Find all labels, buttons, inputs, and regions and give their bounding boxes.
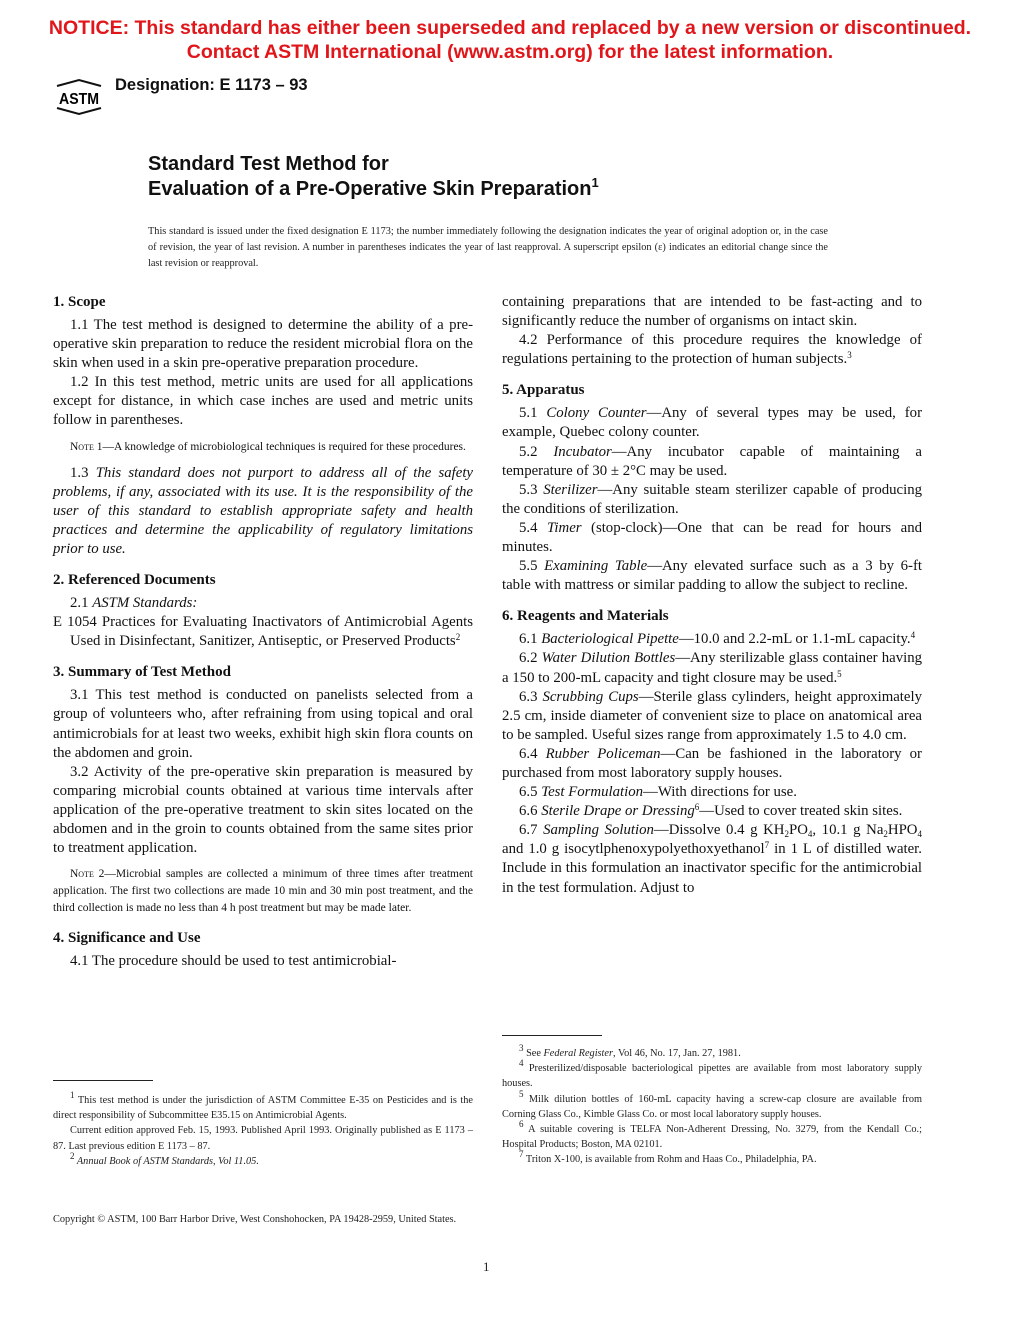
- left-column: [53, 293, 473, 971]
- section-2-heading: 2. Referenced Documents: [53, 572, 216, 589]
- para-6-5: [502, 783, 922, 802]
- section-1-heading: 1. Scope: [53, 294, 106, 310]
- para-5-5: [502, 557, 922, 595]
- para-1-1: 1.1 The test method is designed to determine the ability of a pre-operative skin preparation to reduce the resident microbial flora on the skin when used in a skin pre-operative preparation procedure.: [53, 317, 473, 372]
- para-6-4-num: 6.4: [519, 745, 546, 762]
- para-5-2: [502, 443, 922, 481]
- para-6-7-sub-3: 2: [883, 829, 888, 840]
- notice-line-2: Contact ASTM International (www.astm.org) for the latest information.: [186, 41, 834, 63]
- para-6-7-text-a: —Dissolve 0.4 g KH: [653, 822, 785, 839]
- para-5-3-term: Sterilizer: [543, 481, 598, 498]
- para-5-1-term: Colony Counter: [546, 405, 647, 422]
- para-6-7-term: Sampling Solution: [543, 822, 654, 839]
- title-footnote-marker: 1: [591, 175, 599, 190]
- para-2-1: [53, 594, 473, 613]
- notice-banner: [0, 16, 1020, 64]
- para-5-2-text: —Any incubator capable of maintaining a temperature of 30 ± 2°C may be used.: [502, 443, 922, 479]
- reference-e1054-text: E 1054 Practices for Evaluating Inactivators of Antimicrobial Agents Used in Disinfectant, Sanitizer, Antiseptic, or Preserved Products: [53, 614, 473, 650]
- footnote-2-marker: 2: [70, 1150, 75, 1161]
- para-6-7-text-b: PO: [788, 822, 808, 839]
- footnote-3-pre: See: [523, 1048, 544, 1059]
- footnote-4: [502, 1058, 922, 1091]
- para-5-4-term: Timer: [546, 519, 582, 536]
- astm-logo-icon: [53, 78, 105, 116]
- copyright-line: Copyright © ASTM, 100 Barr Harbor Drive, West Conshohocken, PA 19428-2959, United States.: [53, 1214, 457, 1225]
- para-6-2-term: Water Dilution Bottles: [541, 650, 676, 667]
- para-6-6-term: Sterile Drape or Dressing: [541, 803, 695, 820]
- para-6-5-term: Test Formulation: [541, 784, 644, 801]
- para-3-1: 3.1 This test method is conducted on panelists selected from a group of volunteers who, after refraining from using topical and oral antimicrobials for at least two weeks, exhibit high skin flora counts on the abdomen and groin.: [53, 687, 473, 761]
- para-1-2: 1.2 In this test method, metric units are used for all applications except for distance, in which case inches are used and metric units follow in parentheses.: [53, 374, 473, 429]
- footnote-3-italic: Federal Register: [543, 1048, 613, 1059]
- footnote-1-marker: 1: [70, 1090, 75, 1100]
- footnote-1: [53, 1090, 473, 1123]
- section-6-heading: 6. Reagents and Materials: [502, 608, 669, 625]
- footnote-7: [502, 1149, 922, 1167]
- para-6-7: [502, 821, 922, 897]
- note-1-label: Note 1: [70, 440, 103, 453]
- document-title: [148, 152, 599, 202]
- para-6-2: [502, 649, 922, 687]
- footnote-4-marker: 4: [519, 1058, 524, 1069]
- para-5-3-num: 5.3: [519, 481, 544, 498]
- footnote-5: [502, 1088, 922, 1122]
- para-6-3-text: —Sterile glass cylinders, height approximately 2.5 cm, inside diameter of convenient size to place on anatomical area to be sampled. Useful sizes range from approximately 1.5 to 4.0 cm.: [502, 688, 922, 743]
- footnote-6: [502, 1119, 922, 1152]
- para-6-4: [502, 745, 922, 783]
- right-column: [502, 293, 922, 898]
- para-6-3: [502, 688, 922, 745]
- para-5-2-term: Incubator: [553, 443, 612, 460]
- footnote-3-post: , Vol 46, No. 17, Jan. 27, 1981.: [613, 1048, 741, 1059]
- para-4-2-text: 4.2 Performance of this procedure requires the knowledge of regulations pertaining to the protection of human subjects.: [502, 332, 922, 368]
- para-5-3-text: —Any suitable steam sterilizer capable of producing the conditions of sterilization.: [502, 481, 922, 517]
- reference-e1054: [53, 613, 473, 651]
- para-6-2-sup: 5: [837, 668, 842, 679]
- section-3-heading: 3. Summary of Test Method: [53, 664, 231, 681]
- para-6-7-sub-1: 2: [784, 829, 789, 840]
- logo-letters: ASTM: [59, 91, 99, 108]
- para-6-6-text: —Used to cover treated skin sites.: [699, 803, 903, 820]
- para-6-7-sub-4: 4: [917, 829, 922, 840]
- footnotes-right: [502, 1035, 922, 1168]
- para-5-4-num: 5.4: [519, 519, 547, 536]
- para-5-5-text: —Any elevated surface such as a 3 by 6-ft table with mattress or similar padding to allow the subject to recline.: [502, 558, 923, 594]
- para-5-1-num: 5.1: [519, 405, 547, 422]
- para-6-7-text-c: , 10.1 g Na: [812, 822, 884, 839]
- footnote-6-marker: 6: [519, 1119, 524, 1130]
- footnote-6-text: A suitable covering is TELFA Non-Adherent Dressing, No. 3279, from the Kendall Co.; Hospital Products; Boston, MA 02101.: [502, 1124, 922, 1151]
- note-1-text: —A knowledge of microbiological techniques is required for these procedures.: [102, 440, 466, 453]
- para-6-7-sup: 7: [764, 840, 770, 851]
- para-6-1-sup: 4: [910, 630, 916, 641]
- para-2-1-num: 2.1: [70, 595, 93, 612]
- footnote-5-text: Milk dilution bottles of 160-mL capacity having a screw-cap closure are available from Corning Glass Co., Kimble Glass Co. or most local laboratory supply houses.: [502, 1093, 922, 1120]
- reference-e1054-sup: 2: [455, 632, 461, 643]
- footnote-5-marker: 5: [519, 1088, 524, 1099]
- footnote-2-text: Annual Book of ASTM Standards, Vol 11.05.: [74, 1155, 259, 1167]
- para-2-1-title: ASTM Standards:: [92, 595, 198, 612]
- para-6-7-num: 6.7: [519, 822, 544, 839]
- para-6-7-text-f: in 1 L of distilled water. Include in this formulation an inactivator specific for the antimicrobial in the test formulation. Adjust to: [502, 841, 922, 896]
- note-2: [53, 866, 473, 917]
- para-5-1: [502, 404, 922, 442]
- para-4-2-sup: 3: [847, 350, 852, 361]
- para-1-3-num: 1.3: [70, 464, 96, 481]
- para-5-4: [502, 519, 922, 557]
- note-2-label: Note 2: [70, 868, 105, 881]
- para-5-1-text: —Any of several types may be used, for example, Quebec colony counter.: [502, 405, 922, 441]
- para-6-4-text: —Can be fashioned in the laboratory or purchased from most laboratory supply houses.: [502, 745, 922, 781]
- para-4-2: [502, 331, 922, 369]
- para-6-1-term: Bacteriological Pipette: [541, 631, 679, 648]
- para-6-2-num: 6.2: [519, 650, 542, 667]
- para-3-2: 3.2 Activity of the pre-operative skin preparation is measured by comparing microbial counts obtained at various time intervals after application of the pre-operative treatment to skin sites located on the abdomen and in the groin to counts obtained from the same sites prior to treatment application.: [53, 763, 473, 857]
- para-6-7-text-d: HPO: [887, 822, 918, 839]
- note-1: [53, 439, 473, 456]
- para-6-1-text: —10.0 and 2.2-mL or 1.1-mL capacity.: [678, 631, 911, 648]
- para-6-6-sup: 6: [694, 802, 700, 813]
- para-6-5-num: 6.5: [519, 784, 542, 801]
- para-6-1-num: 6.1: [519, 631, 542, 648]
- para-6-6: [502, 802, 922, 821]
- footnote-4-text: Presterilized/disposable bacteriological pipettes are available from most laboratory supply houses.: [502, 1063, 922, 1090]
- para-4-1: 4.1 The procedure should be used to test antimicrobial-: [70, 953, 397, 970]
- section-4-heading: 4. Significance and Use: [53, 930, 201, 947]
- para-5-5-term: Examining Table: [544, 558, 648, 575]
- issuance-statement: This standard is issued under the fixed designation E 1173; the number immediately following the designation indicates the year of original adoption or, in the case of revision, the year of last revision. A number in parentheses indicates the year of last reapproval. A superscript epsilon (ε) indicates an editorial change since the last revision or reapproval.: [148, 226, 828, 269]
- para-6-1: [502, 630, 922, 649]
- page-number: 1: [483, 1259, 490, 1274]
- title-line-1: Standard Test Method for: [148, 153, 389, 175]
- para-6-7-sub-2: 4: [807, 829, 813, 840]
- note-2-text: —Microbial samples are collected a minimum of three times after treatment application. The first two collections are made 10 min and 30 min post treatment, and the third collection is made no less than 4 h post treatment but may be made later.: [53, 868, 474, 915]
- para-5-3: [502, 481, 922, 519]
- footnote-1-edition: Current edition approved Feb. 15, 1993. Published April 1993. Originally published as E 1173 – 87. Last previous edition E 1173 – 87.: [53, 1125, 473, 1152]
- para-1-3-text: This standard does not purport to address all of the safety problems, if any, associated with its use. It is the responsibility of the user of this standard to establish appropriate safety and health practices and determine the applicability of regulatory limitations prior to use.: [53, 464, 473, 557]
- para-6-3-num: 6.3: [519, 688, 543, 705]
- notice-line-1: NOTICE: This standard has either been superseded and replaced by a new version or discontinued.: [48, 17, 972, 39]
- para-5-4-text: (stop-clock)—One that can be read for hours and minutes.: [502, 519, 922, 556]
- para-1-3: [53, 464, 473, 559]
- footnote-7-marker: 7: [519, 1149, 524, 1160]
- para-5-2-num: 5.2: [519, 443, 554, 460]
- footnote-3: [502, 1043, 922, 1061]
- footnote-7-text: Triton X-100, is available from Rohm and Haas Co., Philadelphia, PA.: [523, 1154, 817, 1166]
- para-6-5-text: —With directions for use.: [643, 784, 797, 801]
- para-6-7-text-e: and 1.0 g isocytlphenoxypolyethoxyethanol: [502, 841, 765, 858]
- footnotes-left: [53, 1080, 473, 1169]
- section-5-heading: 5. Apparatus: [502, 382, 585, 399]
- footnote-2: [53, 1150, 473, 1169]
- para-6-3-term: Scrubbing Cups: [542, 688, 639, 705]
- footnote-1-text: This test method is under the jurisdiction of ASTM Committee E-35 on Pesticides and is the direct responsibility of Subcommittee E35.15 on Antimicrobial Agents.: [53, 1095, 473, 1122]
- footnote-3-marker: 3: [519, 1043, 524, 1053]
- para-6-6-num: 6.6: [519, 803, 542, 820]
- title-line-2-text: Evaluation of a Pre-Operative Skin Preparation: [148, 178, 592, 200]
- title-line-2: [148, 177, 599, 202]
- designation: Designation: E 1173 – 93: [115, 76, 308, 94]
- para-4-1-continued: containing preparations that are intended to be fast-acting and to significantly reduce the number of organisms on intact skin.: [502, 294, 922, 330]
- para-6-4-term: Rubber Policeman: [545, 745, 661, 762]
- para-6-2-text: —Any sterilizable glass container having a 150 to 200-mL capacity and tight closure may be used.: [502, 650, 923, 686]
- para-5-5-num: 5.5: [519, 558, 545, 575]
